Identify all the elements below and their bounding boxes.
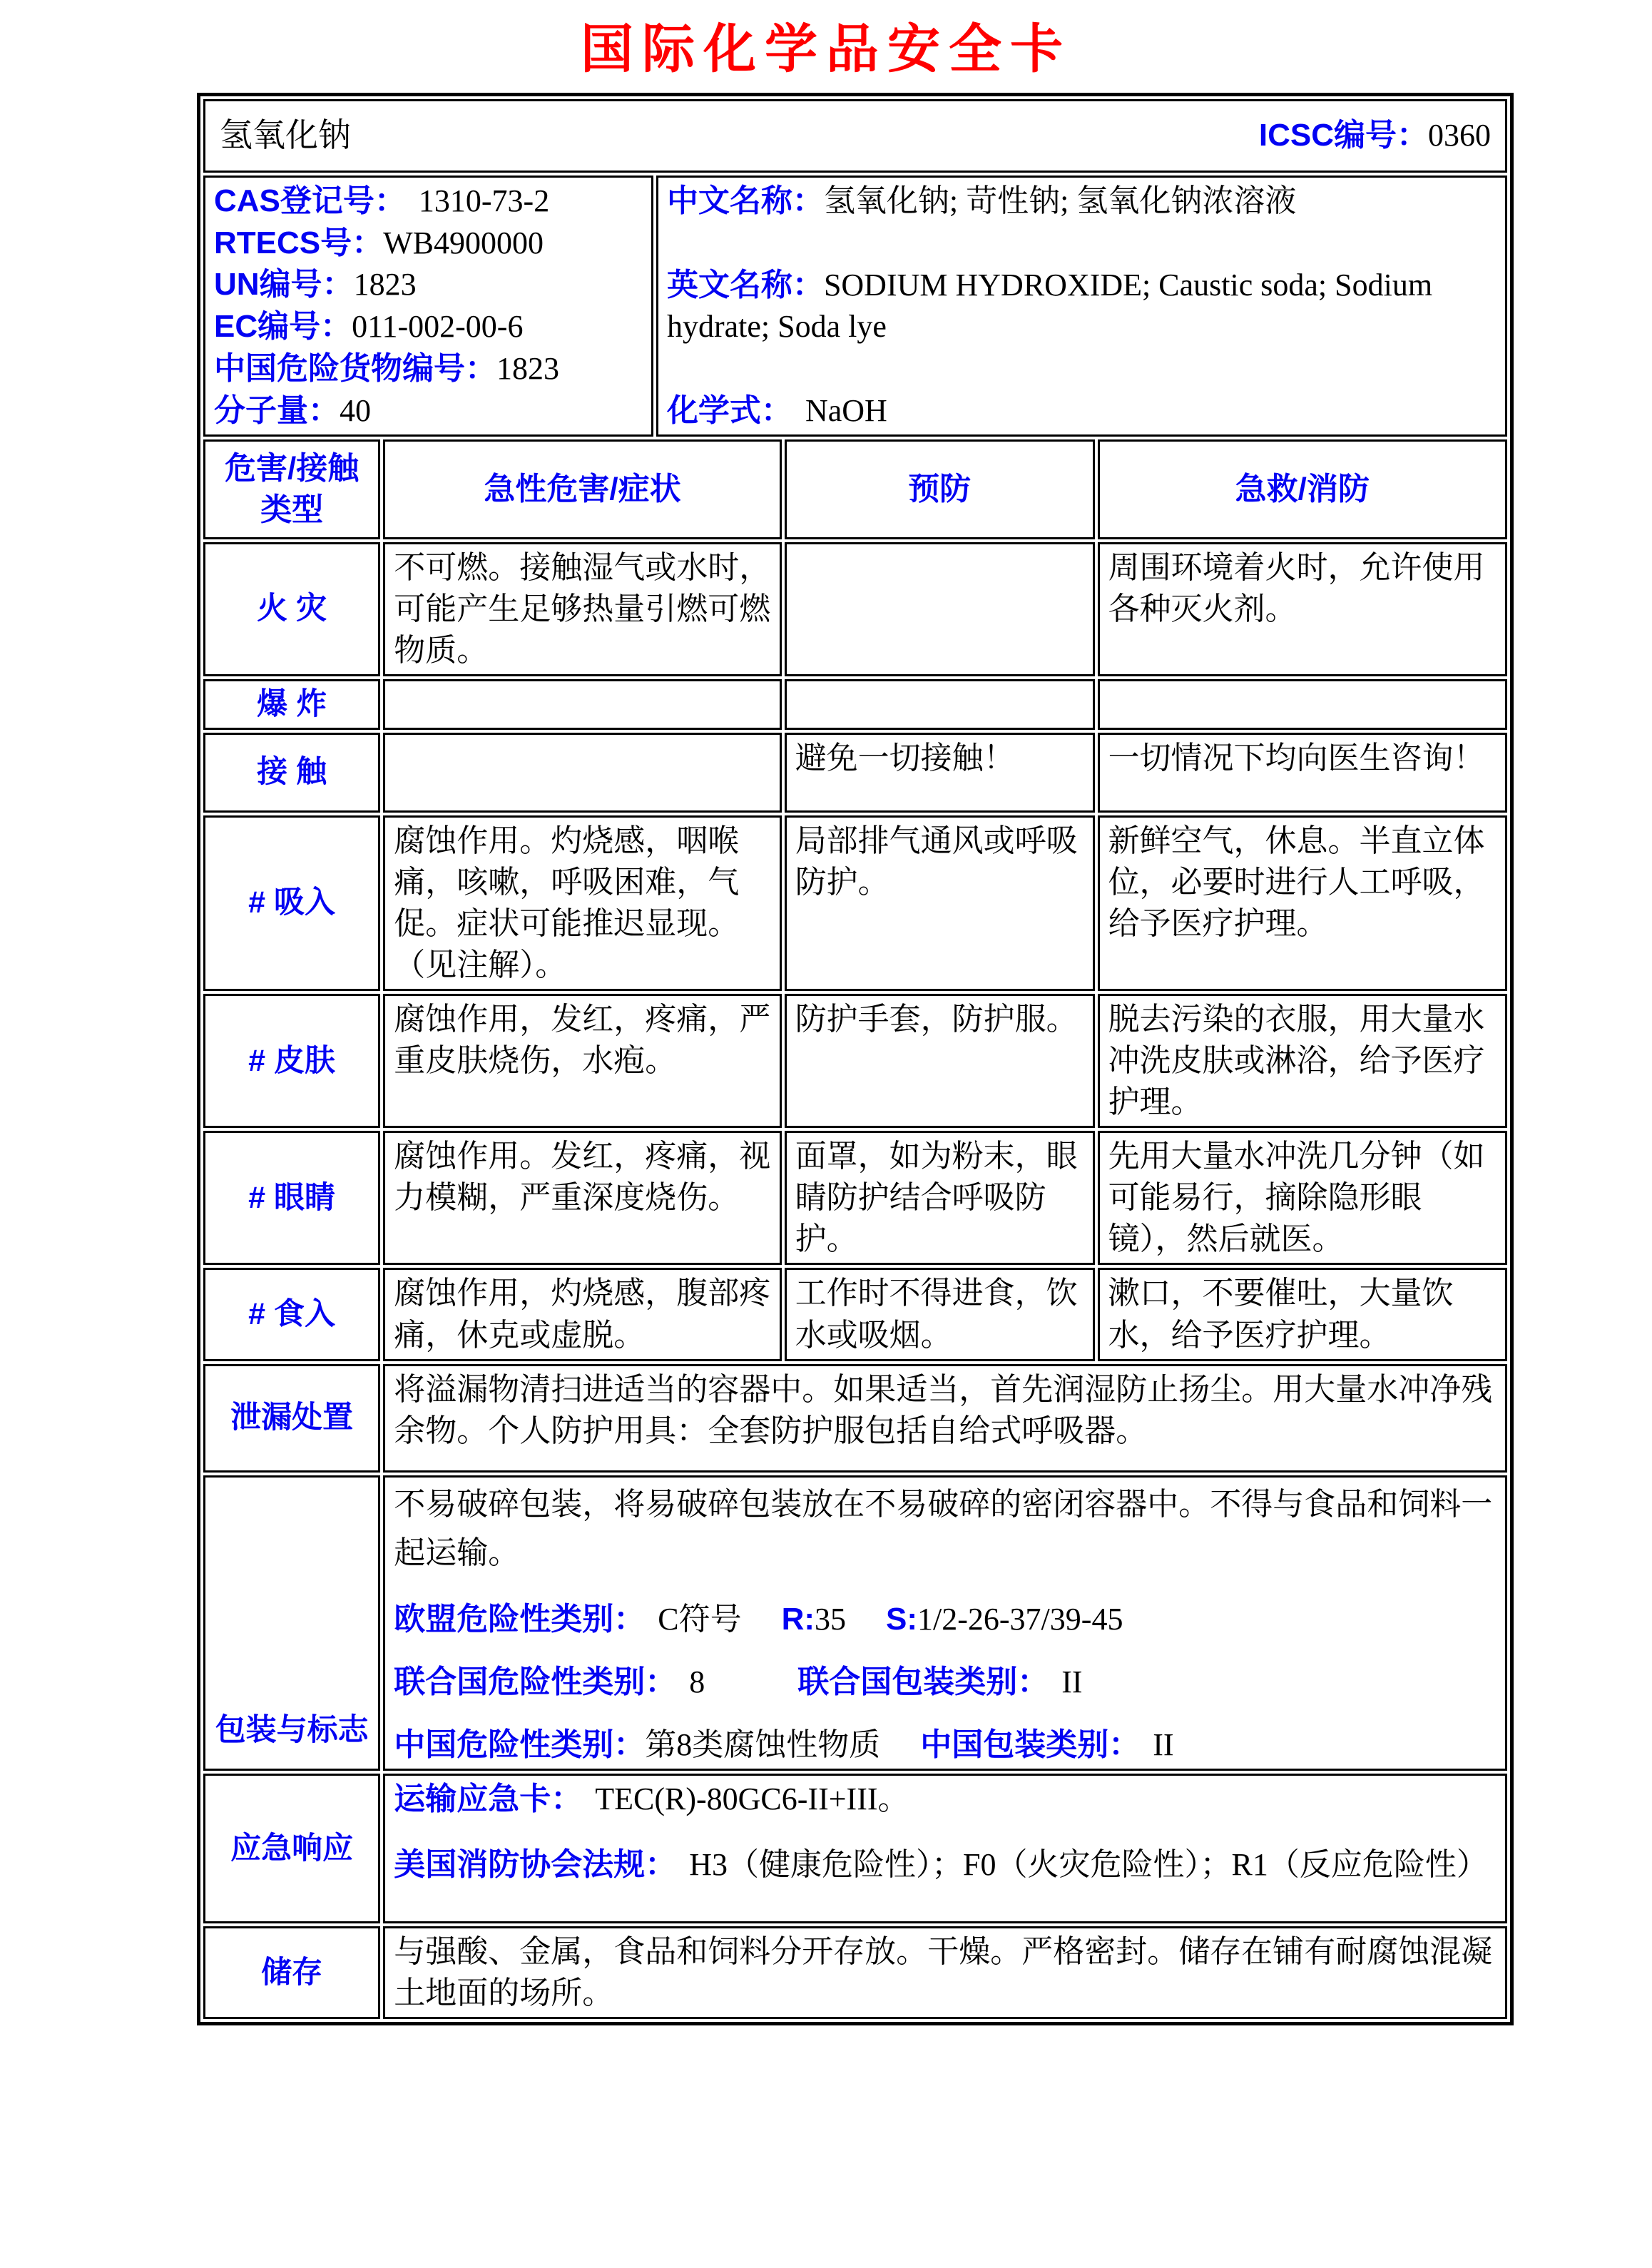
explosion-label: 爆 炸: [203, 679, 380, 730]
page-title: 国际化学品安全卡: [581, 21, 1071, 79]
prevention-header: 预防: [785, 439, 1095, 539]
chemical-formula-value: NaOH: [805, 392, 887, 428]
rtecs-value: WB4900000: [383, 225, 544, 260]
rtecs-label: RTECS号：: [214, 225, 384, 260]
un-value: 1823: [353, 267, 417, 302]
rtecs-number: [214, 223, 643, 264]
un-number: [214, 264, 643, 305]
un-hazard-class-value: 8: [689, 1664, 705, 1700]
china-dg-label: 中国危险货物编号：: [214, 350, 496, 386]
hazard-type-header: 危害/接触类型: [203, 439, 380, 539]
molecular-weight-label: 分子量：: [214, 392, 340, 428]
nfpa-label: 美国消防协会法规：: [394, 1847, 677, 1883]
s-phrase-label: S:: [886, 1602, 918, 1637]
contact-symptoms: [383, 733, 781, 813]
storage-content: 与强酸、金属，食品和饲料分开存放。干燥。严格密封。储存在铺有耐腐蚀混凝土地面的场所。: [383, 1926, 1507, 2019]
chinese-name-label: 中文名称：: [666, 183, 824, 218]
identifiers-left-cell: [203, 176, 653, 437]
emergency-row: [203, 1774, 1507, 1923]
nfpa-value: H3（健康危险性）；F0（火灾危险性）；R1（反应危险性）: [689, 1847, 1488, 1883]
inhalation-response: 新鲜空气，休息。半直立体位，必要时进行人工呼吸，给予医疗护理。: [1098, 815, 1507, 991]
un-pack-group-label: 联合国包装类别：: [797, 1664, 1049, 1700]
skin-symptoms: 腐蚀作用，发红，疼痛，严重皮肤烧伤，水疱。: [383, 994, 781, 1128]
response-header: 急救/消防: [1098, 439, 1507, 539]
molecular-weight-value: 40: [340, 392, 371, 428]
un-hazard-class-label: 联合国危险性类别：: [394, 1664, 677, 1700]
eyes-response: 先用大量水冲洗几分钟（如可能易行，摘除隐形眼镜），然后就医。: [1098, 1131, 1507, 1265]
storage-row: [203, 1926, 1507, 2019]
cn-pack-group-value: II: [1153, 1727, 1174, 1763]
cn-hazard-class-value: 第8类腐蚀性物质: [645, 1727, 881, 1763]
inhalation-prevention: 局部排气通风或呼吸防护。: [785, 815, 1095, 991]
storage-label: 储存: [203, 1926, 380, 2019]
tec-card-value: TEC(R)-80GC6-II+III。: [595, 1781, 909, 1817]
skin-prevention: 防护手套，防护服。: [785, 994, 1095, 1128]
packaging-label: 包装与标志: [203, 1475, 380, 1771]
hazard-row-eyes: [203, 1131, 1507, 1265]
fire-symptoms: 不可燃。接触湿气或水时，可能产生足够热量引燃可燃物质。: [383, 542, 781, 676]
spill-content: 将溢漏物清扫进适当的容器中。如果适当，首先润湿防止扬尘。用大量水冲净残余物。个人防护用具：全套防护服包括自给式呼吸器。: [383, 1364, 1507, 1473]
cas-number: [214, 180, 643, 222]
eu-class-label: 欧盟危险性类别：: [394, 1602, 646, 1637]
cas-value: 1310-73-2: [418, 183, 550, 218]
hazard-row-contact: [203, 733, 1507, 813]
emergency-tec-line: [394, 1779, 1497, 1820]
spill-row: [203, 1364, 1507, 1473]
ingestion-symptoms: 腐蚀作用，灼烧感，腹部疼痛，休克或虚脱。: [383, 1268, 781, 1361]
hazard-header-row: [203, 439, 1507, 539]
icsc-number-value: 0360: [1428, 118, 1491, 153]
spill-label: 泄漏处置: [203, 1364, 380, 1473]
english-name-value: SODIUM HYDROXIDE; Caustic soda; Sodium hydrate; Soda lye: [666, 267, 1433, 344]
ingestion-response: 漱口，不要催吐，大量饮水，给予医疗护理。: [1098, 1268, 1507, 1361]
emergency-label: 应急响应: [203, 1774, 380, 1923]
substance-name: 氢氧化钠: [220, 117, 351, 153]
packaging-un-line: [394, 1662, 1497, 1703]
ingestion-label: # 食入: [203, 1268, 380, 1361]
cn-pack-group-label: 中国包装类别：: [920, 1727, 1141, 1763]
emergency-nfpa-line: [394, 1841, 1497, 1888]
inhalation-label: # 吸入: [203, 815, 380, 991]
ec-value: 011-002-00-6: [352, 309, 524, 345]
tec-card-label: 运输应急卡：: [394, 1781, 583, 1817]
cn-hazard-class-label: 中国危险性类别：: [394, 1727, 646, 1763]
china-dg-value: 1823: [496, 350, 559, 386]
symptoms-header: 急性危害/症状: [383, 439, 781, 539]
packaging-content: [383, 1475, 1507, 1771]
substance-header-row: [203, 99, 1507, 173]
identifiers-row: [203, 176, 1507, 437]
china-dg-number: [214, 348, 643, 390]
contact-response: 一切情况下均向医生咨询！: [1098, 733, 1507, 813]
skin-response: 脱去污染的衣服，用大量水冲洗皮肤或淋浴，给予医疗护理。: [1098, 994, 1507, 1128]
contact-label: 接 触: [203, 733, 380, 813]
contact-prevention: 避免一切接触！: [785, 733, 1095, 813]
hazard-row-inhalation: [203, 815, 1507, 991]
substance-header-cell: [203, 99, 1507, 173]
eyes-label: # 眼睛: [203, 1131, 380, 1265]
hazard-row-skin: [203, 994, 1507, 1128]
ingestion-prevention: 工作时不得进食，饮水或吸烟。: [785, 1268, 1095, 1361]
r-phrase-value: 35: [815, 1602, 847, 1637]
molecular-weight: [214, 390, 643, 432]
packaging-eu-line: [394, 1599, 1497, 1640]
ec-label: EC编号：: [214, 309, 352, 345]
explosion-symptoms: [383, 679, 781, 730]
english-name: [667, 265, 1497, 347]
chemical-formula-label: 化学式：: [666, 392, 792, 428]
ec-number: [214, 306, 643, 347]
icsc-number-label: ICSC编号：: [1258, 118, 1428, 153]
s-phrase-value: 1/2-26-37/39-45: [917, 1602, 1123, 1637]
eyes-prevention: 面罩，如为粉末，眼睛防护结合呼吸防护。: [785, 1131, 1095, 1265]
un-pack-group-value: II: [1061, 1664, 1083, 1700]
packaging-intro: 不易破碎包装，将易破碎包装放在不易破碎的密闭容器中。不得与食品和饲料一起运输。: [394, 1486, 1493, 1570]
eyes-symptoms: 腐蚀作用。发红，疼痛，视力模糊，严重深度烧伤。: [383, 1131, 781, 1265]
r-phrase-label: R:: [781, 1602, 815, 1637]
chinese-name: [667, 180, 1497, 222]
identifiers-right-cell: [656, 176, 1507, 437]
icsc-card-table: [197, 93, 1514, 2025]
chemical-formula: [667, 390, 1497, 432]
icsc-number: [1259, 115, 1491, 156]
un-label: UN编号：: [214, 267, 354, 302]
explosion-response: [1098, 679, 1507, 730]
chinese-name-value: 氢氧化钠; 苛性钠; 氢氧化钠浓溶液: [823, 183, 1297, 218]
hazard-row-ingestion: [203, 1268, 1507, 1361]
skin-label: # 皮肤: [203, 994, 380, 1128]
fire-prevention: [785, 542, 1095, 676]
fire-label: 火 灾: [203, 542, 380, 676]
explosion-prevention: [785, 679, 1095, 730]
hazard-row-explosion: [203, 679, 1507, 730]
packaging-cn-line: [394, 1724, 1497, 1766]
inhalation-symptoms: 腐蚀作用。灼烧感，咽喉痛，咳嗽，呼吸困难，气促。症状可能推迟显现。（见注解）。: [383, 815, 781, 991]
emergency-content: [383, 1774, 1507, 1923]
fire-response: 周围环境着火时，允许使用各种灭火剂。: [1098, 542, 1507, 676]
cas-label: CAS登记号：: [214, 183, 406, 218]
packaging-row: [203, 1475, 1507, 1771]
eu-class-value: C符号: [658, 1602, 742, 1637]
hazard-row-fire: [203, 542, 1507, 676]
english-name-label: 英文名称：: [666, 267, 824, 302]
